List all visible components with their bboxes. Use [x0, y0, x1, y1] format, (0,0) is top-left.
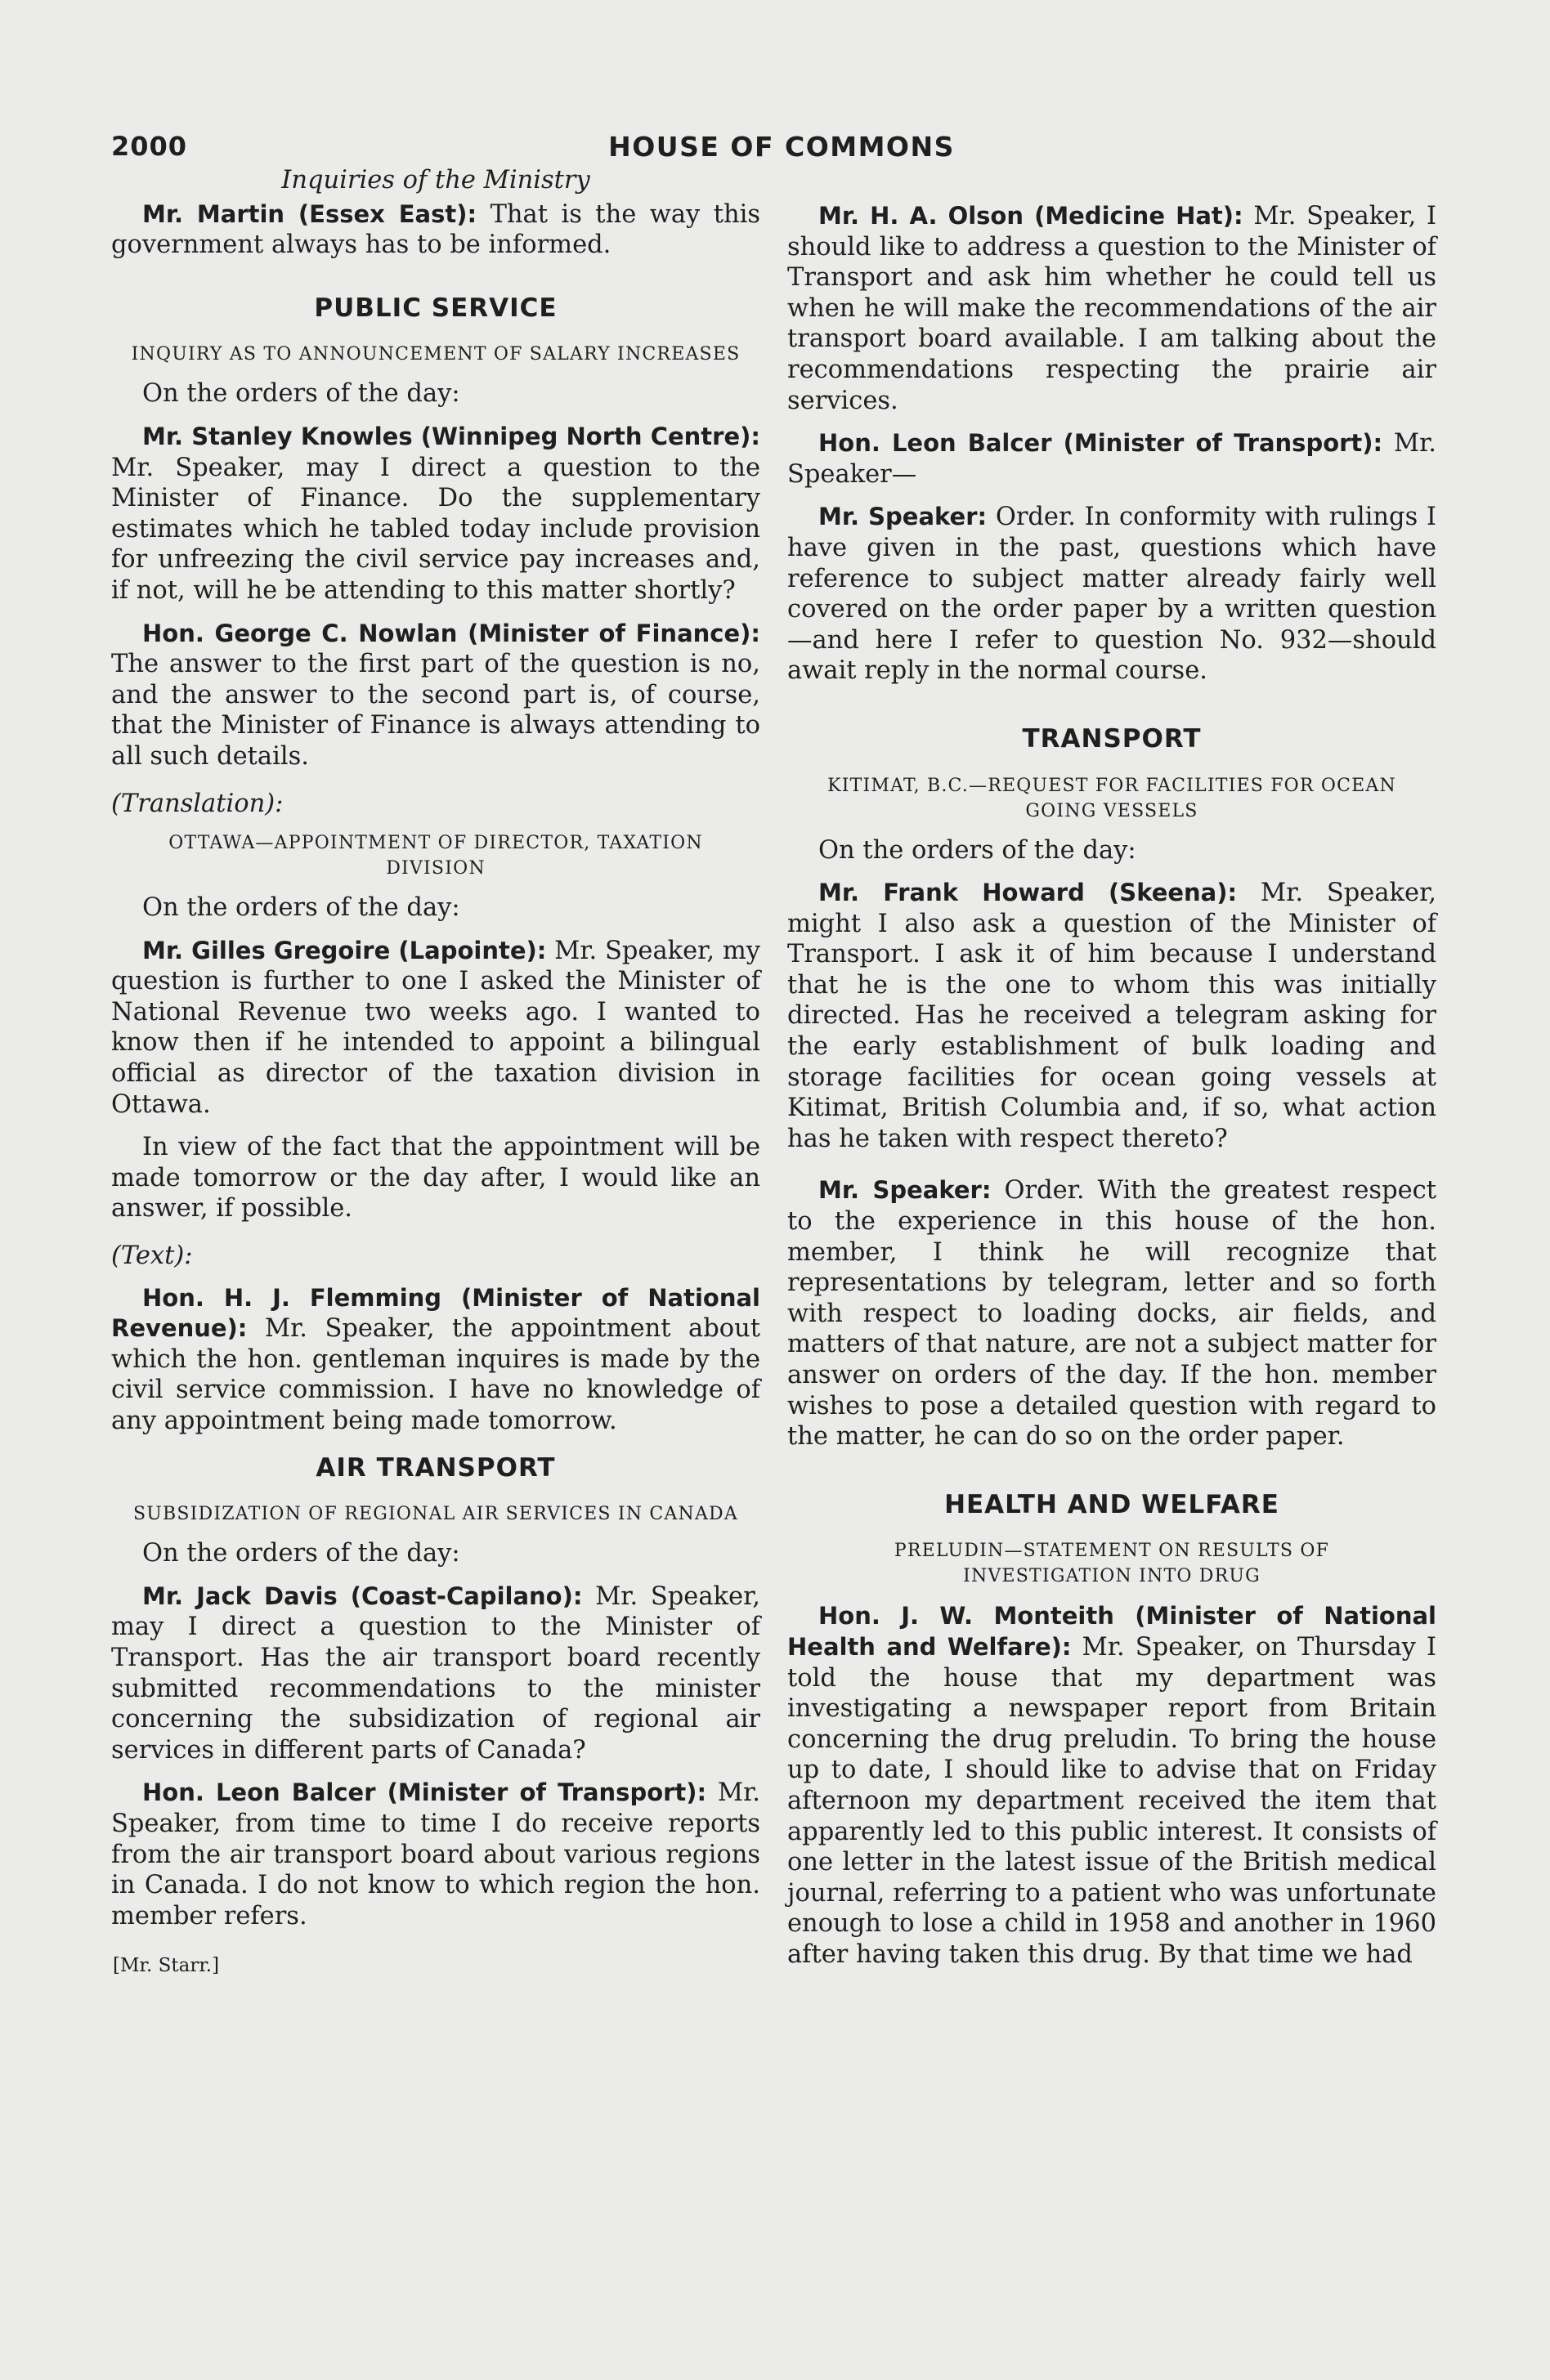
section-subtitle-ottawa: OTTAWA—APPOINTMENT OF DIRECTOR, TAXATION DIVISION	[168, 833, 703, 879]
speech-gregoire-continued: In view of the fact that the appointment will be made tomorrow or the day after, I would like an answer, if possible.	[111, 1133, 760, 1224]
speaker-name: Hon. Leon Balcer (Minister of Transport):	[818, 429, 1383, 458]
right-column	[787, 201, 1436, 1971]
page-number: 2000	[111, 131, 188, 162]
section-subtitle-kitimat: KITIMAT, B.C.—REQUEST FOR FACILITIES FOR OCEAN GOING VESSELS	[827, 775, 1396, 821]
speech-olson	[787, 201, 1436, 416]
speaker-name: Hon. J. W. Monteith (Minister of National Health and Welfare):	[787, 1602, 1436, 1661]
speech-text: Mr. Speaker, may I direct a question to the Minister of Finance. Do the supplementary estimates which he tabled today include provision for unfreezing the civil service pay increases and, if not, will he be attending to this matter shortly?	[111, 453, 760, 605]
speech-text: The answer to the first part of the question is no, and the answer to the second part is, of course, that the Minister of Finance is always attending to all such details.	[111, 650, 760, 771]
running-subhead: Inquiries of the Ministry	[281, 166, 590, 195]
speaker-name: Mr. Speaker:	[818, 503, 988, 531]
orders-of-day: On the orders of the day:	[818, 835, 1136, 865]
speech-flemming	[111, 1283, 760, 1437]
speech-knowles	[111, 422, 760, 606]
speech-howard	[787, 878, 1436, 1154]
speaker-name: Mr. Stanley Knowles (Winnipeg North Centre):	[142, 422, 760, 450]
section-title-transport: TRANSPORT	[1022, 723, 1202, 754]
running-head	[111, 131, 1452, 163]
speech-gregoire	[111, 936, 760, 1121]
orders-of-day: On the orders of the day:	[142, 893, 460, 923]
speech-text: Mr. Speaker—	[787, 429, 1436, 489]
speech-davis	[111, 1581, 760, 1766]
speech-text: That is the way this government always has to be informed.	[111, 199, 760, 260]
section-title-health-welfare: HEALTH AND WELFARE	[944, 1489, 1279, 1519]
speech-martin	[111, 199, 760, 261]
speaker-name: Mr. Speaker:	[818, 1176, 992, 1205]
speech-text: Mr. Speaker, may I direct a question to the Minister of Transport. Has the air transport board recently submitted recommendations to the minister concerning the subsidization of regional air services in different parts of Canada?	[111, 1581, 760, 1765]
section-title-air-transport: AIR TRANSPORT	[316, 1452, 556, 1483]
translation-label: (Translation):	[111, 789, 284, 818]
speech-speaker-order	[787, 1175, 1436, 1452]
speech-text: Mr. Speaker, on Thursday I told the house that my department was investigating a newspaper report from Britain concerning the drug preludin. To bring the house up to date, I should like to advise that on Friday afternoon my department received the item that apparently led to this public interest. It consists of one letter in the latest issue of the British medical journal, referring to a patient who was unfortunate enough to lose a child in 1958 and another in 1960 after having taken this drug. By that time we had	[787, 1632, 1436, 1969]
speech-text: Order. In conformity with rulings I have given in the past, questions which have reference to subject matter already fairly well covered on the order paper by a written question—and here I refer to question No. 932—should await reply in the normal course.	[787, 503, 1436, 686]
section-subtitle-subsidization: SUBSIDIZATION OF REGIONAL AIR SERVICES IN CANADA	[133, 1504, 738, 1525]
speaker-name: Mr. Jack Davis (Coast-Capilano):	[142, 1581, 583, 1610]
speaker-name: Mr. Frank Howard (Skeena):	[818, 879, 1238, 907]
speech-balcer-right	[787, 428, 1436, 490]
left-column	[111, 165, 760, 1982]
speaker-name: Mr. Gilles Gregoire (Lapointe):	[142, 936, 547, 964]
section-subtitle-salary: INQUIRY AS TO ANNOUNCEMENT OF SALARY INCREASES	[131, 344, 741, 365]
speech-balcer	[111, 1778, 760, 1931]
speech-monteith	[787, 1601, 1436, 1970]
speech-nowlan	[111, 619, 760, 772]
speech-speaker-ruling	[787, 502, 1436, 687]
speech-text: Mr. Speaker, I should like to address a question to the Minister of Transport and ask him whether he could tell us when he will make the recommendations of the air transport board available. I am talking about the recommendations respecting the prairie air services.	[787, 202, 1436, 415]
text-label: (Text):	[111, 1241, 193, 1271]
speaker-name: Hon. Leon Balcer (Minister of Transport):	[142, 1778, 707, 1807]
section-subtitle-preludin: PRELUDIN—STATEMENT ON RESULTS OF INVESTIGATION INTO DRUG	[894, 1541, 1330, 1587]
footer-note: [Mr. Starr.]	[113, 1955, 220, 1977]
orders-of-day: On the orders of the day:	[142, 379, 460, 409]
speech-text: Order. With the greatest respect to the experience in this house of the hon. member, I think he will recognize that representations by telegram, letter and so forth with respect to loading docks, air fields, and matters of that nature, are not a subject matter for answer on orders of the day. If the hon. member wishes to pose a detailed question with regard to the matter, he can do so on the order paper.	[787, 1176, 1436, 1452]
speech-text: Mr. Speaker, from time to time I do receive reports from the air transport board about various regions in Canada. I do not know to which region the hon. member refers.	[111, 1778, 760, 1930]
speaker-name: Mr. Martin (Essex East):	[142, 199, 477, 228]
speech-text: Mr. Speaker, the appointment about which the hon. gentleman inquires is made by the civil service commission. I have no knowledge of any appointment being made tomorrow.	[111, 1314, 760, 1435]
speech-text: Mr. Speaker, might I also ask a question of the Minister of Transport. I ask it of him because I understand that he is the one to whom this was initially directed. Has he received a telegram asking for the early establishment of bulk loading and storage facilities for ocean going vessels at Kitimat, British Columbia and, if so, what action has he taken with respect thereto?	[787, 879, 1436, 1153]
orders-of-day: On the orders of the day:	[142, 1539, 460, 1568]
speaker-name: Hon. George C. Nowlan (Minister of Finance):	[142, 619, 760, 647]
journal-title: HOUSE OF COMMONS	[608, 131, 955, 163]
speaker-name: Hon. H. J. Flemming (Minister of National Revenue):	[111, 1283, 760, 1343]
section-title-public-service: PUBLIC SERVICE	[314, 293, 558, 323]
speech-text: Mr. Speaker, my question is further to one I asked the Minister of National Revenue two weeks ago. I wanted to know then if he intended to appoint a bilingual official as director of the taxation division in Ottawa.	[111, 936, 760, 1119]
speaker-name: Mr. H. A. Olson (Medicine Hat):	[818, 202, 1243, 230]
